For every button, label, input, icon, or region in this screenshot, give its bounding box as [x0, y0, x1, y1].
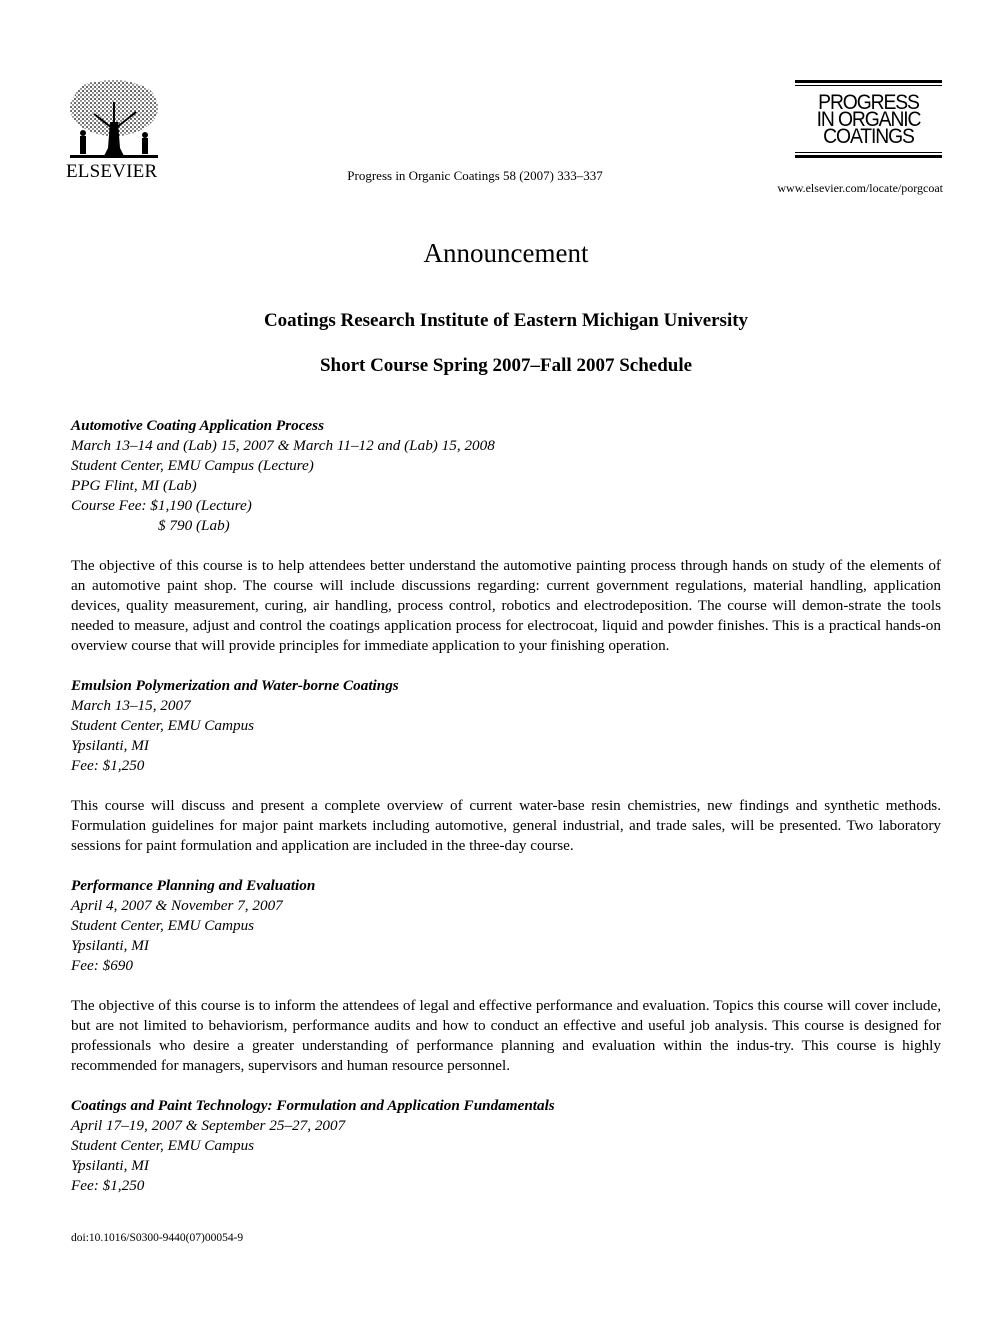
course-description: The objective of this course is to help attendees better understand the automotive painting process through hands on study of the elements of an automotive paint shop. The course will include discussions regarding: current government regulations, material handling, application devices, quality measurement, curing, air handling, process control, robotics and electrodeposition. The course will demon-strate the tools needed to measure, adjust and control the coatings application process for electrocoat, liquid and powder finishes. This is a practical hands-on overview course that will provide principles for immediate application to your finishing operation. [71, 557, 941, 654]
course-entry [71, 676, 941, 776]
logo-bottom-rule-thin [795, 152, 942, 153]
course-description: The objective of this course is to inform the attendees of legal and effective performance and evaluation. Topics this course will cover include, but are not limited to behaviorism, performance audits and how to conduct an effective and useful job analysis. This course is designed for professionals who desire a greater understanding of performance planning and evaluation within the indus-try. This course is highly recommended for managers, supervisors and human resource personnel. [71, 997, 941, 1074]
course-city: Ypsilanti, MI [71, 1157, 149, 1174]
course-dates: April 17–19, 2007 & September 25–27, 2007 [71, 1117, 346, 1134]
course-title: Performance Planning and Evaluation [71, 877, 316, 894]
tree-icon [66, 78, 162, 162]
institute-title: Coatings Research Institute of Eastern Michigan University [263, 310, 749, 331]
course-fee: Fee: $1,250 [71, 1177, 145, 1194]
course-location: Student Center, EMU Campus [71, 1137, 255, 1154]
journal-logo-title [801, 86, 936, 152]
course-fee: Fee: $1,250 [71, 757, 145, 774]
course-dates: March 13–14 and (Lab) 15, 2007 & March 11–12 and (Lab) 15, 2008 [71, 437, 495, 454]
course-fee: Course Fee: $1,190 (Lecture) [71, 497, 252, 514]
course-dates: March 13–15, 2007 [71, 697, 191, 714]
article-body [71, 416, 941, 1216]
journal-logo-line: IN ORGANIC [816, 108, 921, 131]
journal-reference: Progress in Organic Coatings 58 (2007) 333–337 [347, 168, 603, 183]
course-dates: April 4, 2007 & November 7, 2007 [71, 897, 283, 914]
publisher-name: ELSEVIER [66, 161, 158, 182]
course-entry [71, 1096, 941, 1196]
doi-footer: doi:10.1016/S0300-9440(07)00054-9 [71, 1232, 244, 1244]
course-entry [71, 876, 941, 976]
course-fee: Fee: $690 [71, 957, 133, 974]
course-city: Ypsilanti, MI [71, 737, 149, 754]
journal-logo [795, 80, 942, 158]
course-entry [71, 416, 941, 536]
logo-bottom-rule [795, 155, 942, 158]
journal-logo-line: COATINGS [823, 125, 914, 148]
section-heading: Announcement [423, 238, 589, 268]
journal-url-link[interactable]: www.elsevier.com/locate/porgcoat [777, 181, 943, 195]
course-title: Coatings and Paint Technology: Formulation and Application Fundamentals [71, 1097, 555, 1114]
course-city: Ypsilanti, MI [71, 937, 149, 954]
course-fee-lab: $ 790 (Lab) [158, 517, 230, 534]
course-description: This course will discuss and present a complete overview of current water-base resin chemistries, new findings and synthetic methods. Formulation guidelines for major paint markets including automotive, general industrial, and trade sales, will be presented. Two laboratory sessions for paint formulation and application are included in the three-day course. [71, 797, 941, 854]
course-title: Automotive Coating Application Process [71, 417, 324, 434]
course-location: Student Center, EMU Campus [71, 917, 255, 934]
journal-logo-line: PROGRESS [818, 91, 919, 114]
course-location: Student Center, EMU Campus (Lecture) [71, 457, 314, 474]
logo-top-rule [795, 80, 942, 83]
course-location: Student Center, EMU Campus [71, 717, 255, 734]
schedule-title: Short Course Spring 2007–Fall 2007 Schedule [319, 355, 693, 376]
course-location: PPG Flint, MI (Lab) [71, 477, 197, 494]
course-title: Emulsion Polymerization and Water-borne Coatings [71, 677, 399, 694]
